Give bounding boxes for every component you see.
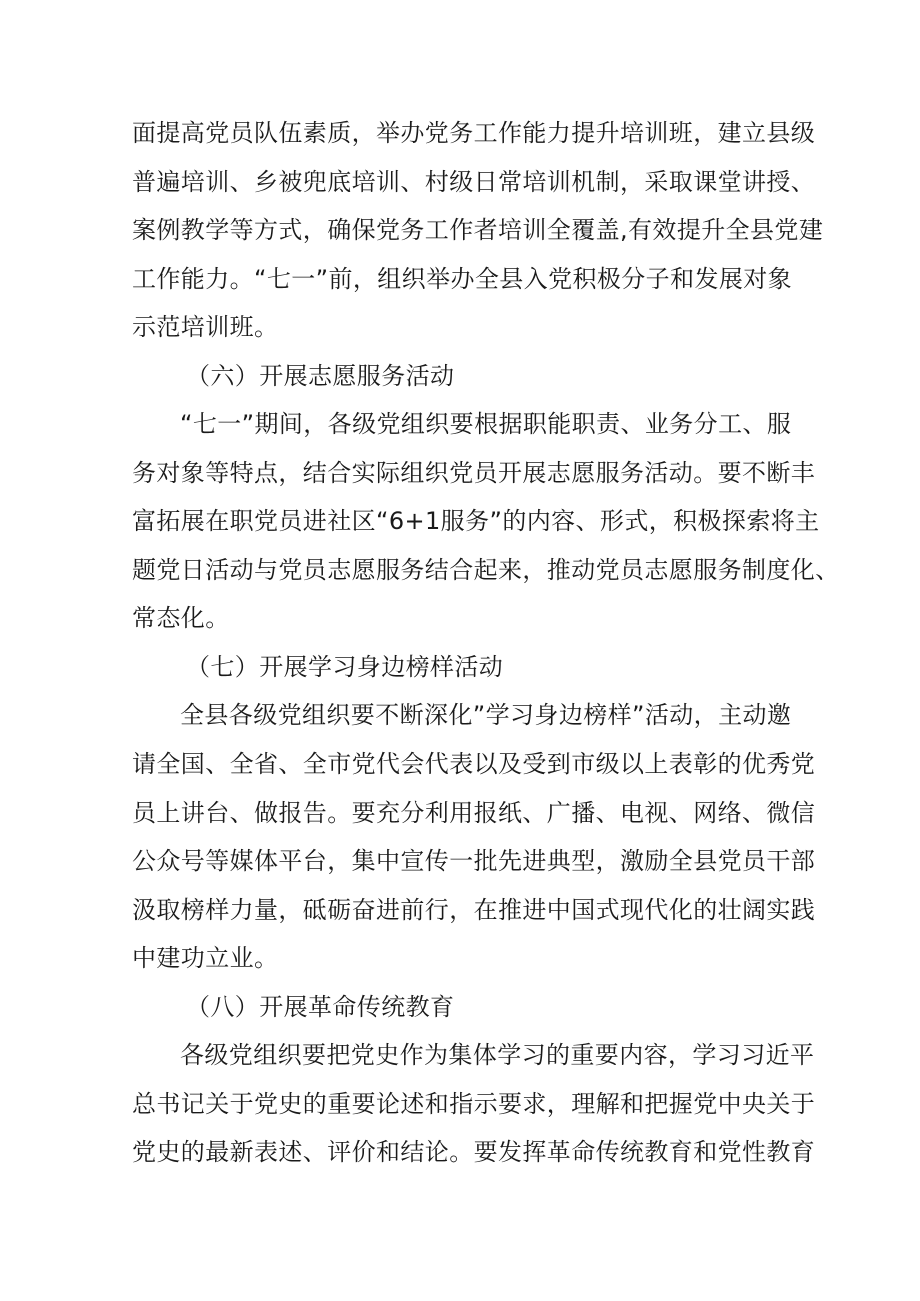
body-text-line: 务对象等特点，结合实际组织党员开展志愿服务活动。要不断丰 bbox=[132, 459, 816, 487]
body-text-line: 工作能力。“七一”前，组织举办全县入党积极分子和发展对象 bbox=[132, 265, 793, 293]
body-text-line: 全县各级党组织要不断深化”学习身边榜样”活动，主动邀 bbox=[180, 701, 792, 729]
body-text-line: 面提高党员队伍素质，举办党务工作能力提升培训班，建立县级 bbox=[132, 119, 816, 147]
body-text-line: 员上讲台、做报告。要充分利用报纸、广播、电视、网络、微信 bbox=[132, 799, 816, 827]
body-text-line: 富拓展在职党员进社区“6+1服务”的内容、形式，积极探索将主 bbox=[132, 507, 820, 535]
body-text-line: 中建功立业。 bbox=[132, 944, 279, 972]
section-heading-six: （六）开展志愿服务活动 bbox=[186, 362, 455, 390]
body-text-line: 普遍培训、乡被兜底培训、村级日常培训机制，采取课堂讲授、 bbox=[132, 168, 816, 196]
body-text-line: 示范培训班。 bbox=[132, 313, 279, 341]
body-text-line: 公众号等媒体平台，集中宣传一批先进典型，激励全县党员干部 bbox=[132, 847, 816, 875]
body-text-line: 汲取榜样力量，砥砺奋进前行，在推进中国式现代化的壮阔实践 bbox=[132, 896, 816, 924]
body-text-line: 党史的最新表述、评价和结论。要发挥革命传统教育和党性教育 bbox=[132, 1138, 816, 1166]
body-text-line: 各级党组织要把党史作为集体学习的重要内容，学习习近平 bbox=[180, 1041, 815, 1069]
body-text-line: 案例教学等方式，确保党务工作者培训全覆盖,有效提升全县党建 bbox=[132, 216, 824, 244]
body-text-line: 题党日活动与党员志愿服务结合起来，推动党员志愿服务制度化、 bbox=[132, 556, 840, 584]
section-heading-seven: （七）开展学习身边榜样活动 bbox=[186, 653, 504, 681]
body-text-line: 常态化。 bbox=[132, 604, 230, 632]
section-heading-eight: （八）开展革命传统教育 bbox=[186, 993, 455, 1021]
body-text-line: 总书记关于党史的重要论述和指示要求，理解和把握党中央关于 bbox=[132, 1090, 816, 1118]
body-text-line: “七一”期间，各级党组织要根据职能职责、业务分工、服 bbox=[180, 410, 792, 438]
body-text-line: 请全国、全省、全市党代会代表以及受到市级以上表彰的优秀党 bbox=[132, 750, 816, 778]
